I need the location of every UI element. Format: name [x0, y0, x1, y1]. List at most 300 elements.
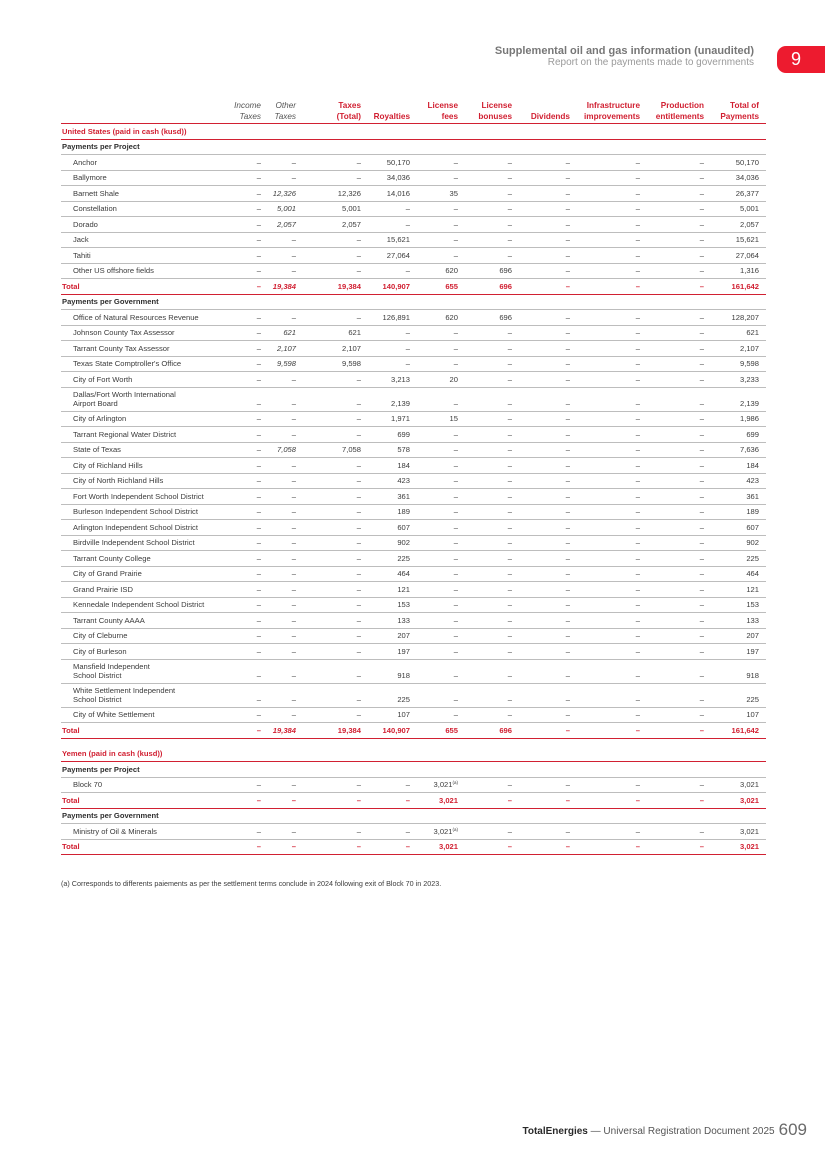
- table-row: [61, 598, 766, 614]
- cell-value: 197: [746, 646, 759, 656]
- cell-value: –: [699, 414, 704, 423]
- cell-value: –: [291, 826, 296, 836]
- table-cell: [518, 710, 570, 719]
- table-row: [61, 186, 766, 202]
- table-cell: [642, 414, 704, 423]
- column-header-line2: Taxes: [239, 112, 261, 121]
- cell-value: 35: [449, 188, 458, 198]
- column-header-line1: Other: [275, 101, 296, 110]
- table-cell: [518, 523, 570, 532]
- cell-value: 2,139: [390, 398, 410, 408]
- table-cell: [709, 695, 759, 704]
- table-cell: [260, 523, 296, 532]
- table-cell: [518, 671, 570, 680]
- table-cell: [221, 251, 261, 260]
- table-cell: [467, 647, 512, 656]
- table-cell: [709, 492, 759, 501]
- table-cell: [467, 585, 512, 594]
- table-cell: [518, 235, 570, 244]
- column-header: [260, 100, 296, 122]
- cell-value: –: [635, 538, 640, 547]
- table-cell: [518, 399, 570, 408]
- table-cell: [642, 796, 704, 805]
- cell-value: –: [565, 328, 570, 337]
- table-cell: [709, 414, 759, 423]
- table-cell: [323, 647, 361, 656]
- table-cell: [572, 492, 640, 501]
- cell-value: –: [565, 445, 570, 454]
- row-label: Anchor: [73, 157, 98, 167]
- table-cell: [518, 158, 570, 167]
- table-cell: [467, 359, 512, 368]
- table-cell: [709, 647, 759, 656]
- cell-value: –: [453, 553, 458, 563]
- cell-value: –: [256, 266, 261, 275]
- subsection-heading-row: [61, 140, 766, 156]
- table-cell: [365, 235, 410, 244]
- table-cell: [467, 827, 512, 836]
- cell-value: –: [699, 631, 704, 640]
- table-cell: [323, 616, 361, 625]
- table-cell: [323, 189, 361, 198]
- cell-value: –: [291, 398, 296, 408]
- cell-value: –: [635, 491, 640, 501]
- cell-value: 3,021: [739, 826, 759, 836]
- cell-value: –: [291, 460, 296, 470]
- cell-value: –: [453, 631, 458, 640]
- table-cell: [642, 600, 704, 609]
- table-cell: [260, 313, 296, 322]
- table-cell: [221, 399, 261, 408]
- table-cell: [642, 430, 704, 439]
- table-cell: [418, 726, 458, 735]
- table-cell: [642, 461, 704, 470]
- cell-value: –: [453, 522, 458, 532]
- table-cell: [365, 842, 410, 851]
- table-cell: [323, 671, 361, 680]
- table-cell: [221, 780, 261, 789]
- cell-value: –: [635, 204, 640, 213]
- table-cell: [467, 430, 512, 439]
- table-cell: [467, 204, 512, 213]
- cell-value: 184: [397, 460, 410, 470]
- cell-value: 621: [348, 328, 361, 337]
- table-cell: [467, 251, 512, 260]
- table-row: [61, 474, 766, 490]
- table-cell: [572, 631, 640, 640]
- table-row: [61, 326, 766, 342]
- table-cell: [260, 359, 296, 368]
- cell-value: 7,058: [341, 445, 361, 454]
- table-cell: [418, 328, 458, 337]
- table-cell: [221, 554, 261, 563]
- table-cell: [572, 344, 640, 353]
- cell-value: –: [356, 157, 361, 167]
- cell-value: –: [256, 250, 261, 260]
- cell-value: –: [405, 266, 410, 275]
- cell-value: 5,001: [276, 204, 296, 213]
- cell-value: –: [256, 343, 261, 353]
- table-cell: [260, 344, 296, 353]
- cell-value: –: [356, 670, 361, 680]
- cell-value: 423: [397, 476, 410, 485]
- cell-value: –: [699, 359, 704, 368]
- table-cell: [418, 616, 458, 625]
- cell-value: 620: [445, 266, 458, 275]
- table-cell: [323, 399, 361, 408]
- cell-value: –: [356, 795, 361, 805]
- table-cell: [323, 710, 361, 719]
- table-cell: [642, 328, 704, 337]
- table-cell: [709, 671, 759, 680]
- footnote-marker: (a): [452, 826, 458, 832]
- cell-value: –: [291, 312, 296, 322]
- page-header: [495, 45, 754, 69]
- table-cell: [221, 328, 261, 337]
- cell-value: –: [699, 219, 704, 229]
- cell-value: –: [699, 780, 704, 789]
- cell-value: –: [453, 398, 458, 408]
- chapter-tab[interactable]: 9: [777, 46, 825, 73]
- table-cell: [642, 523, 704, 532]
- table-cell: [572, 585, 640, 594]
- cell-value: –: [291, 507, 296, 516]
- footer-document: — Universal Registration Document 2025: [587, 1126, 775, 1137]
- table-cell: [572, 173, 640, 182]
- column-header: [323, 100, 361, 122]
- cell-value: 696: [499, 725, 512, 735]
- table-cell: [709, 204, 759, 213]
- row-label: United States (paid in cash (kusd)): [62, 126, 187, 136]
- table-cell: [709, 445, 759, 454]
- cell-value: –: [291, 631, 296, 640]
- column-header-line2: Payments: [720, 112, 759, 121]
- cell-value: 2,057: [341, 219, 361, 229]
- table-row: [61, 684, 766, 708]
- table-cell: [642, 710, 704, 719]
- cell-value: –: [565, 826, 570, 836]
- table-cell: [418, 647, 458, 656]
- table-cell: [467, 399, 512, 408]
- table-cell: [323, 414, 361, 423]
- table-cell: [418, 492, 458, 501]
- cell-value: –: [256, 826, 261, 836]
- table-cell: [323, 600, 361, 609]
- table-cell: [418, 523, 458, 532]
- table-cell: [323, 158, 361, 167]
- table-row: [61, 536, 766, 552]
- row-label: Total: [62, 281, 80, 291]
- cell-value: –: [453, 670, 458, 680]
- cell-value: –: [291, 266, 296, 275]
- table-cell: [260, 266, 296, 275]
- cell-value: –: [507, 522, 512, 532]
- cell-value: –: [291, 569, 296, 578]
- table-row: [61, 520, 766, 536]
- cell-value: –: [356, 173, 361, 182]
- table-cell: [518, 631, 570, 640]
- table-cell: [365, 204, 410, 213]
- table-cell: [642, 554, 704, 563]
- column-header-line2: (Total): [336, 112, 361, 121]
- table-row: [61, 427, 766, 443]
- cell-value: –: [699, 553, 704, 563]
- table-cell: [518, 204, 570, 213]
- cell-value: –: [356, 460, 361, 470]
- cell-value: 14,016: [386, 188, 410, 198]
- table-cell: [323, 538, 361, 547]
- cell-value: –: [405, 204, 410, 213]
- cell-value: –: [565, 670, 570, 680]
- cell-value: –: [256, 359, 261, 368]
- table-cell: [467, 313, 512, 322]
- table-cell: [518, 616, 570, 625]
- cell-value: 3,021: [739, 780, 759, 789]
- table-cell: [572, 523, 640, 532]
- table-cell: [418, 796, 458, 805]
- table-cell: [518, 359, 570, 368]
- cell-value: 107: [397, 710, 410, 719]
- table-cell: [221, 569, 261, 578]
- table-cell: [260, 780, 296, 789]
- cell-value: 696: [499, 281, 512, 291]
- row-label: Yemen (paid in cash (kusd)): [62, 749, 163, 758]
- cell-value: –: [565, 173, 570, 182]
- cell-value: 1,316: [739, 266, 759, 275]
- table-cell: [221, 266, 261, 275]
- table-cell: [572, 538, 640, 547]
- row-label: [73, 686, 175, 704]
- table-cell: [467, 476, 512, 485]
- cell-value: –: [356, 312, 361, 322]
- table-cell: [323, 492, 361, 501]
- cell-value: –: [453, 219, 458, 229]
- table-cell: [642, 220, 704, 229]
- cell-value: –: [256, 157, 261, 167]
- table-cell: [518, 282, 570, 291]
- cell-value: –: [507, 569, 512, 578]
- cell-value: –: [699, 188, 704, 198]
- row-label: Payments per Project: [62, 142, 140, 151]
- table-cell: [418, 313, 458, 322]
- cell-value: –: [256, 374, 261, 384]
- table-cell: [323, 523, 361, 532]
- cell-value: 34,036: [735, 173, 759, 182]
- table-cell: [323, 251, 361, 260]
- cell-value: –: [356, 507, 361, 516]
- cell-value: –: [699, 491, 704, 501]
- table-cell: [418, 445, 458, 454]
- table-cell: [572, 399, 640, 408]
- cell-value: 225: [397, 694, 410, 704]
- cell-value: 3,021: [433, 780, 453, 789]
- cell-value: –: [565, 250, 570, 260]
- cell-value: –: [356, 538, 361, 547]
- cell-value: –: [565, 780, 570, 789]
- cell-value: –: [453, 646, 458, 656]
- table-cell: [572, 445, 640, 454]
- table-cell: [572, 313, 640, 322]
- cell-value: –: [565, 710, 570, 719]
- table-row: [61, 155, 766, 171]
- table-row: [61, 171, 766, 187]
- table-row: [61, 613, 766, 629]
- table-cell: [467, 445, 512, 454]
- table-cell: [418, 585, 458, 594]
- cell-value: –: [356, 553, 361, 563]
- table-cell: [365, 710, 410, 719]
- table-cell: [323, 430, 361, 439]
- row-label: Payments per Government: [62, 297, 159, 306]
- cell-value: –: [507, 646, 512, 656]
- table-cell: [642, 359, 704, 368]
- row-label: City of Arlington: [73, 414, 127, 423]
- cell-value: –: [356, 631, 361, 640]
- cell-value: –: [453, 600, 458, 609]
- cell-value: –: [699, 538, 704, 547]
- table-row: [61, 388, 766, 412]
- section-heading-row: [61, 747, 766, 763]
- cell-value: 3,233: [739, 374, 759, 384]
- cell-value: 3,021: [433, 826, 453, 836]
- cell-value: 918: [397, 670, 410, 680]
- table-cell: [365, 616, 410, 625]
- cell-value: –: [635, 398, 640, 408]
- row-label: Total: [62, 725, 80, 735]
- cell-value: –: [507, 445, 512, 454]
- table-cell: [365, 399, 410, 408]
- table-cell: [418, 538, 458, 547]
- table-cell: [518, 266, 570, 275]
- table-cell: [365, 328, 410, 337]
- cell-value: –: [699, 374, 704, 384]
- cell-value: 607: [397, 522, 410, 532]
- table-cell: [572, 554, 640, 563]
- table-cell: [518, 173, 570, 182]
- cell-value: –: [291, 670, 296, 680]
- cell-value: –: [565, 266, 570, 275]
- cell-value: –: [256, 646, 261, 656]
- cell-value: 197: [397, 646, 410, 656]
- table-cell: [418, 825, 458, 836]
- cell-value: –: [635, 173, 640, 182]
- cell-value: –: [256, 670, 261, 680]
- table-cell: [642, 647, 704, 656]
- row-label: Barnett Shale: [73, 188, 120, 198]
- cell-value: –: [699, 235, 704, 244]
- cell-value: –: [699, 312, 704, 322]
- table-cell: [467, 554, 512, 563]
- table-cell: [709, 266, 759, 275]
- table-cell: [518, 507, 570, 516]
- cell-value: –: [356, 235, 361, 244]
- table-cell: [642, 842, 704, 851]
- cell-value: –: [507, 328, 512, 337]
- cell-value: –: [507, 553, 512, 563]
- cell-value: –: [565, 219, 570, 229]
- table-cell: [642, 313, 704, 322]
- table-cell: [260, 554, 296, 563]
- table-cell: [467, 414, 512, 423]
- cell-value: 121: [397, 584, 410, 594]
- cell-value: –: [453, 204, 458, 213]
- table-cell: [323, 554, 361, 563]
- cell-value: 578: [397, 445, 410, 454]
- cell-value: 19,384: [337, 281, 361, 291]
- table-cell: [709, 569, 759, 578]
- table-cell: [518, 780, 570, 789]
- table-cell: [323, 235, 361, 244]
- table-cell: [709, 282, 759, 291]
- table-cell: [418, 600, 458, 609]
- table-cell: [418, 173, 458, 182]
- cell-value: 184: [746, 460, 759, 470]
- cell-value: –: [635, 414, 640, 423]
- table-cell: [260, 189, 296, 198]
- cell-value: –: [256, 429, 261, 439]
- table-cell: [418, 235, 458, 244]
- table-cell: [572, 189, 640, 198]
- cell-value: –: [256, 414, 261, 423]
- column-header-line1: [518, 100, 570, 111]
- cell-value: –: [256, 312, 261, 322]
- cell-value: –: [507, 343, 512, 353]
- table-cell: [467, 695, 512, 704]
- table-cell: [709, 220, 759, 229]
- row-label-line1: Dallas/Fort Worth International: [73, 389, 176, 399]
- cell-value: –: [635, 343, 640, 353]
- table-cell: [518, 328, 570, 337]
- cell-value: –: [507, 780, 512, 789]
- table-cell: [418, 842, 458, 851]
- table-cell: [518, 375, 570, 384]
- table-row: [61, 824, 766, 840]
- cell-value: 2,107: [276, 343, 296, 353]
- row-label: Burleson Independent School District: [73, 507, 198, 516]
- table-row: [61, 412, 766, 428]
- cell-value: 133: [746, 615, 759, 625]
- cell-value: –: [635, 429, 640, 439]
- table-cell: [260, 461, 296, 470]
- cell-value: –: [356, 584, 361, 594]
- cell-value: –: [635, 250, 640, 260]
- table-cell: [260, 220, 296, 229]
- table-cell: [418, 554, 458, 563]
- table-cell: [365, 554, 410, 563]
- cell-value: 7,636: [739, 445, 759, 454]
- page-number: 609: [778, 1120, 807, 1139]
- table-cell: [518, 647, 570, 656]
- cell-value: 464: [746, 569, 759, 578]
- table-cell: [323, 359, 361, 368]
- table-cell: [518, 796, 570, 805]
- table-cell: [365, 158, 410, 167]
- column-header-line1: Production: [660, 101, 704, 110]
- row-label: State of Texas: [73, 445, 121, 454]
- table-cell: [365, 569, 410, 578]
- cell-value: –: [699, 670, 704, 680]
- cell-value: 2,057: [276, 219, 296, 229]
- cell-value: –: [565, 460, 570, 470]
- table-cell: [323, 313, 361, 322]
- column-header: [642, 100, 704, 122]
- cell-value: –: [565, 491, 570, 501]
- table-cell: [572, 430, 640, 439]
- table-cell: [709, 842, 759, 851]
- table-cell: [365, 827, 410, 836]
- table-cell: [365, 189, 410, 198]
- table-cell: [518, 492, 570, 501]
